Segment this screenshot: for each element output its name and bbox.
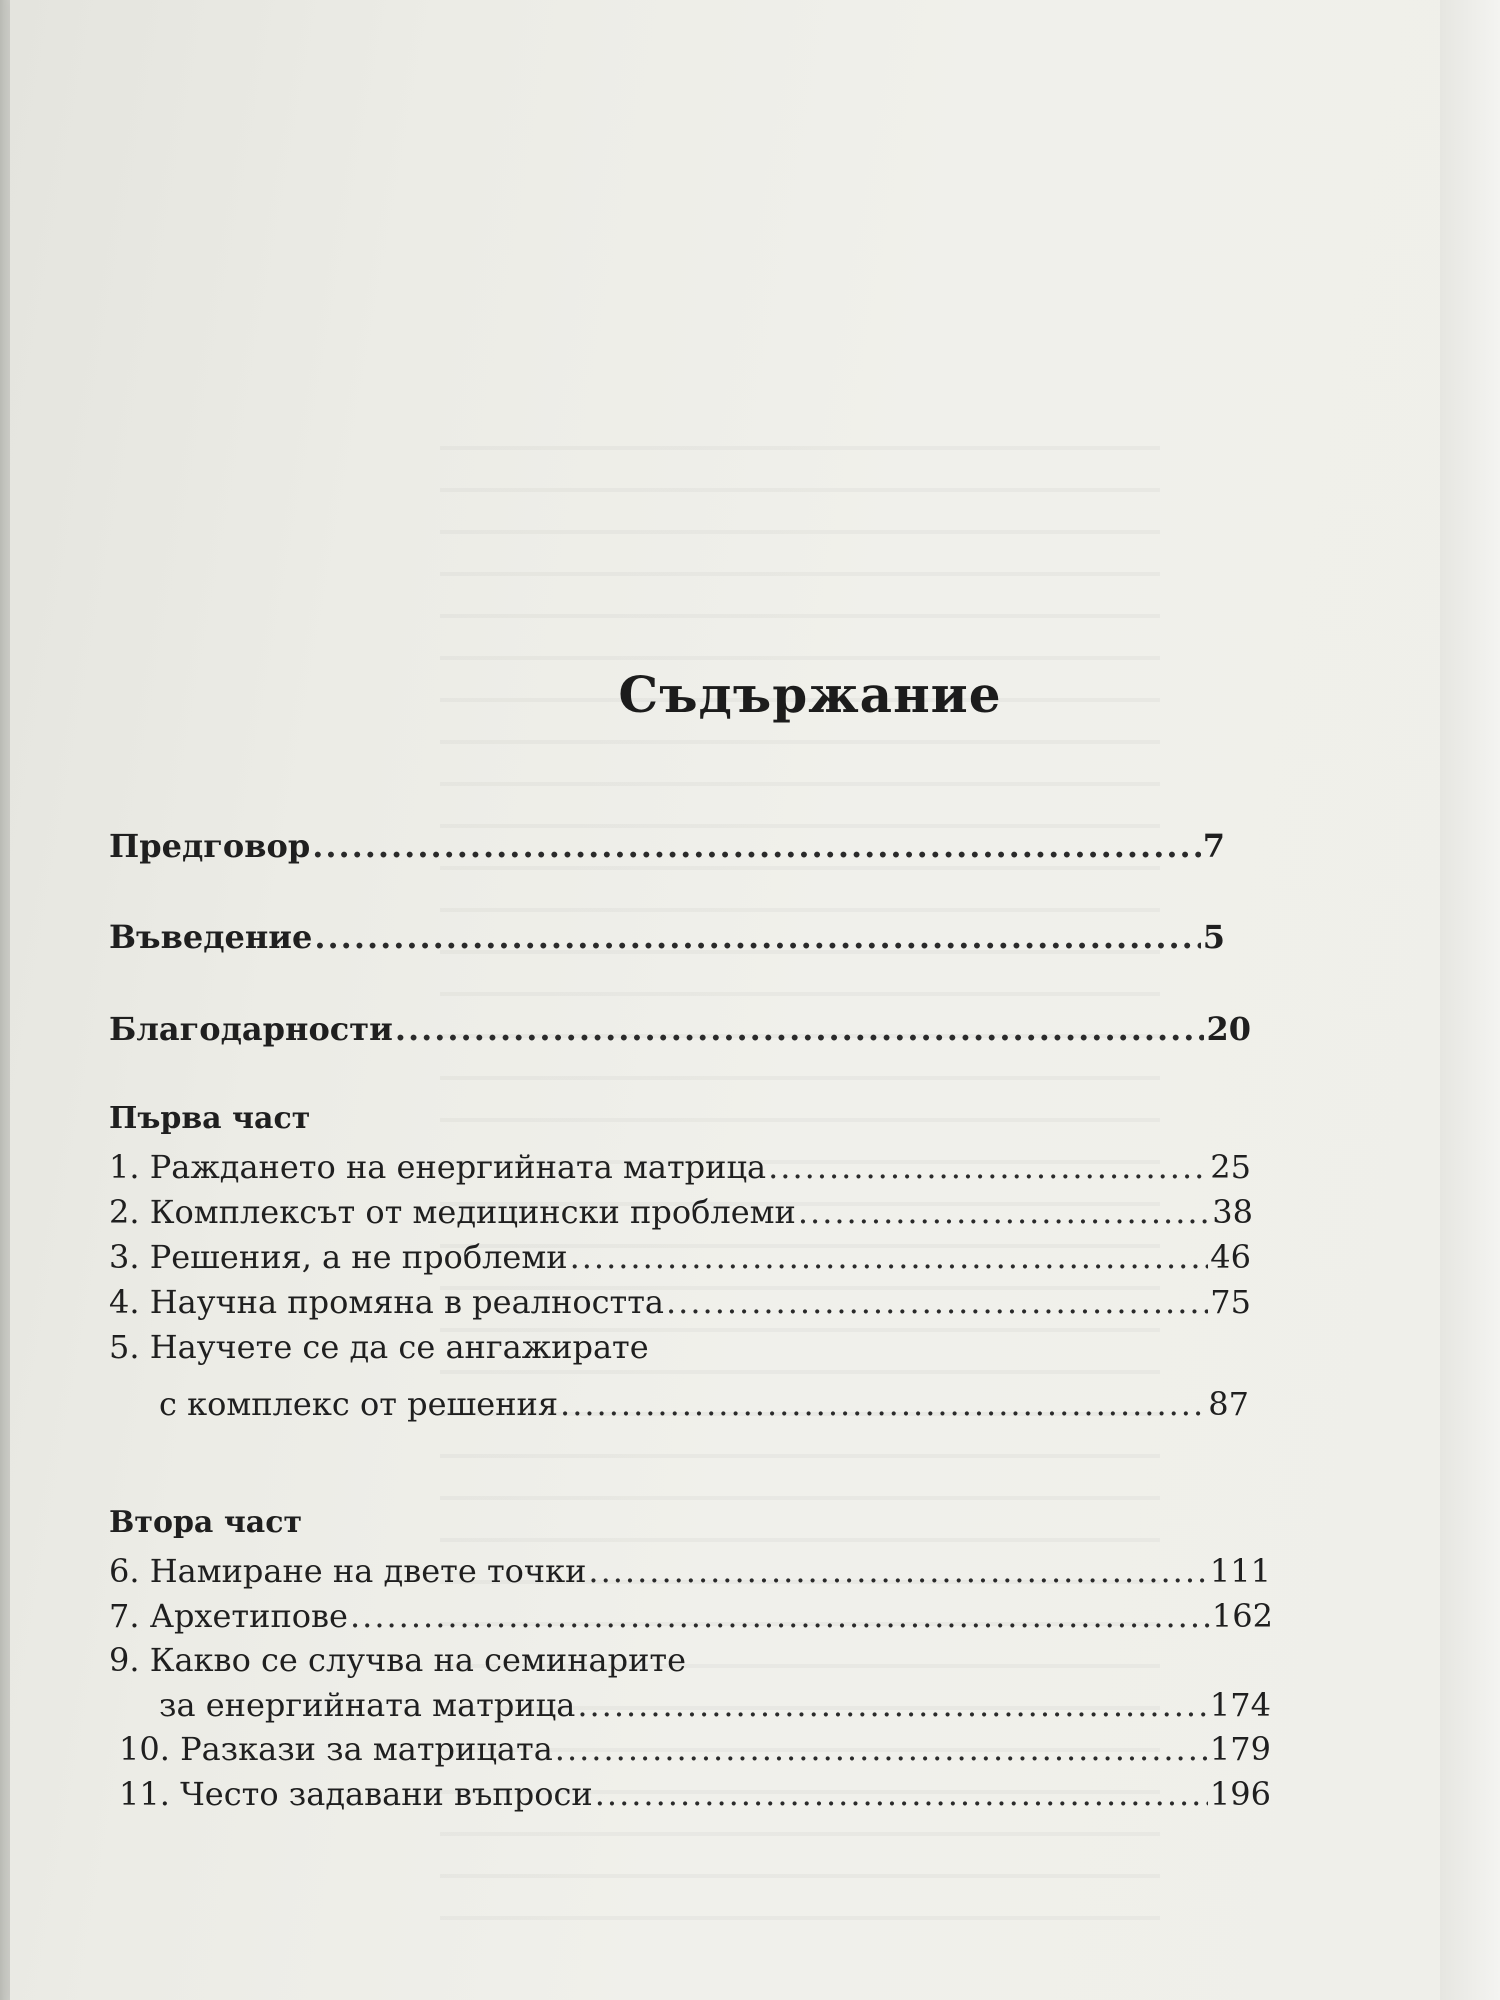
- toc-entry-introduction: [109, 918, 1225, 956]
- toc-entry-chapter-10: [119, 1730, 1271, 1768]
- toc-entry-chapter-5: [159, 1385, 1249, 1423]
- dot-leader: [666, 1283, 1208, 1321]
- book-page: [10, 0, 1450, 2000]
- toc-entry-label: Благодарности: [109, 1010, 393, 1048]
- dot-leader: [768, 1148, 1208, 1186]
- toc-entry-page: 25: [1210, 1148, 1251, 1186]
- toc-entry-label: за енергийната матрица: [159, 1686, 576, 1724]
- toc-entry-label: 2. Комплексът от медицински проблеми: [109, 1193, 796, 1231]
- toc-entry-label: 11. Често задавани въпроси: [119, 1775, 593, 1813]
- toc-entry-page: 5: [1202, 918, 1225, 956]
- dot-leader: [577, 1686, 1208, 1724]
- dot-leader: [588, 1552, 1208, 1590]
- toc-entry-page: 196: [1209, 1775, 1271, 1813]
- dot-leader: [395, 1010, 1205, 1048]
- toc-entry-chapter-6: [109, 1552, 1271, 1590]
- toc-entry-page: 20: [1206, 1010, 1251, 1048]
- toc-entry-chapter-11: [119, 1775, 1271, 1813]
- toc-entry-page: 179: [1209, 1730, 1271, 1768]
- toc-entry-label: 10. Разкази за матрицата: [119, 1730, 553, 1768]
- toc-entry-label: 3. Решения, а не проблеми: [109, 1238, 568, 1276]
- toc-entry-chapter-7: [109, 1597, 1273, 1635]
- toc-entry-chapter-9: [159, 1686, 1271, 1724]
- toc-entry-page: 87: [1208, 1385, 1249, 1423]
- toc-entry-label: с комплекс от решения: [159, 1385, 559, 1423]
- toc-entry-label: 7. Архетипове: [109, 1597, 348, 1635]
- toc-entry-chapter-9-line1: 9. Какво се случва на семинарите: [109, 1641, 687, 1679]
- toc-entry-page: 111: [1209, 1552, 1271, 1590]
- dot-leader: [570, 1238, 1209, 1276]
- dot-leader: [350, 1597, 1210, 1635]
- toc-entry-preface: [109, 827, 1225, 865]
- toc-entry-page: 75: [1210, 1283, 1251, 1321]
- toc-entry-chapter-2: [109, 1193, 1253, 1231]
- toc-entry-label: Въведение: [109, 918, 313, 956]
- toc-entry-label: Предговор: [109, 827, 311, 865]
- toc-entry-label: 4. Научна промяна в реалността: [109, 1283, 664, 1321]
- toc-entry-chapter-5-line1: 5. Научете се да се ангажирате: [109, 1328, 649, 1366]
- part-two-heading: Втора част: [109, 1505, 303, 1540]
- dot-leader: [595, 1775, 1208, 1813]
- dot-leader: [314, 918, 1200, 956]
- page-right-margin: [1440, 0, 1500, 2000]
- toc-entry-label: 1. Раждането на енергийната матрица: [109, 1148, 767, 1186]
- toc-entry-chapter-1: [109, 1148, 1251, 1186]
- toc-entry-page: 7: [1202, 827, 1225, 865]
- page-title: Съдържание: [618, 665, 1002, 724]
- toc-entry-label: 6. Намиране на двете точки: [109, 1552, 587, 1590]
- toc-entry-chapter-3: [109, 1238, 1251, 1276]
- dot-leader: [555, 1730, 1208, 1768]
- part-one-heading: Първа част: [109, 1101, 311, 1136]
- dot-leader: [312, 827, 1201, 865]
- dot-leader: [560, 1385, 1206, 1423]
- toc-entry-page: 38: [1212, 1193, 1253, 1231]
- toc-entry-acknowledgements: [109, 1010, 1251, 1048]
- toc-entry-page: 162: [1211, 1597, 1273, 1635]
- dot-leader: [798, 1193, 1210, 1231]
- toc-entry-chapter-4: [109, 1283, 1251, 1321]
- toc-entry-page: 46: [1210, 1238, 1251, 1276]
- toc-entry-page: 174: [1209, 1686, 1271, 1724]
